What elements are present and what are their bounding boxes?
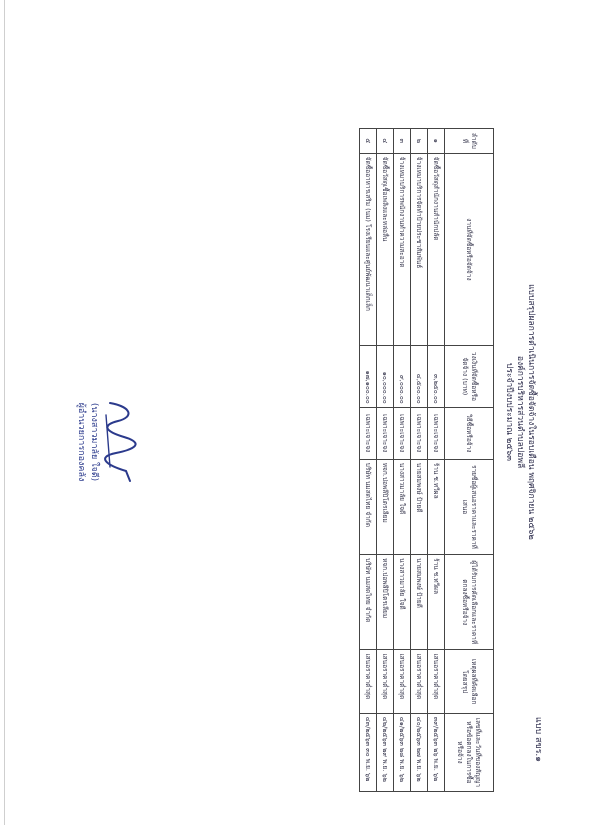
cell-contract: ๔๓/๒๕๖๓ ๓๐ พ.ย. ๖๒ [360, 713, 377, 791]
handwritten-signature [100, 397, 140, 487]
cell-item: จัดซื้อวัสดุเชื้อเพลิงและหล่อลื่น [377, 153, 394, 345]
cell-seq: ๕ [360, 129, 377, 154]
cell-method: เฉพาะเจาะจง [394, 407, 411, 459]
form-code: แบบ สขร.๑ [533, 716, 543, 762]
cell-selected: ร้าน ช.ทวีผล [428, 555, 445, 650]
cell-seq: ๔ [377, 129, 394, 154]
table-header-row [445, 129, 494, 792]
cell-contract: ๓๙/๒๕๖๓ ๒๖ พ.ย. ๖๒ [428, 713, 445, 791]
cell-bidders: ร้าน ช.ทวีผล [428, 459, 445, 554]
page-edge [4, 0, 5, 825]
table-row [428, 129, 445, 792]
cell-item: จัดซื้ออาหารเสริม (นม) โรงเรียนและศูนย์พัฒนาเด็กเล็ก [360, 153, 377, 345]
cell-bidders: หจก.ปอพลีปิโตรเลียม [377, 459, 394, 554]
cell-seq: ๒ [411, 129, 428, 154]
title-line-3: ประจำปีงบประมาณ ๒๕๖๓ [504, 363, 514, 461]
signatory-name: (นางสาวมาลัย ใจดี) [89, 402, 99, 482]
cell-selected: หจก.ปอพลีปิโตรเลียม [377, 555, 394, 650]
cell-reason: เสนอราคาต่ำสุด [428, 650, 445, 713]
cell-seq: ๑ [428, 129, 445, 154]
cell-contract: ๔๑/๒๕๖๓ ๒๘ พ.ย. ๖๒ [394, 713, 411, 791]
header-selected: ผู้ได้รับการคัดเลือกและราคาที่ตกลงซื้อหรือจ้าง [445, 555, 494, 650]
header-contract: เลขที่และวันที่ของสัญญาหรือข้อตกลงในการซื้อหรือจ้าง [445, 713, 494, 791]
header-method: วิธีซื้อหรือจ้าง [445, 407, 494, 459]
cell-selected: บริษัท นมสดไทย จำกัด [360, 555, 377, 650]
cell-budget: ๙,๐๐๐.๐๐ [394, 346, 411, 408]
rotated-document-sheet [30, 32, 570, 792]
cell-reason: เสนอราคาต่ำสุด [411, 650, 428, 713]
cell-bidders: นายสมพงษ์ ป้ายดี [411, 459, 428, 554]
header-reason: เหตุผลที่คัดเลือกโดยสรุป [445, 650, 494, 713]
title-line-1: แบบสรุปผลการดำเนินการจัดซื้อจัดจ้างในรอบเดือน พฤศจิกายน ๒๕๖๒ [526, 284, 536, 540]
cell-contract: ๔๒/๒๕๖๓ ๒๙ พ.ย. ๖๒ [377, 713, 394, 791]
cell-method: เฉพาะเจาะจง [411, 407, 428, 459]
cell-item: จัดซื้อวัสดุสำนักงานสำนักปลัด [428, 153, 445, 345]
cell-budget: ๑๐,๐๐๐.๐๐ [377, 346, 394, 408]
cell-selected: นายสมพงษ์ ป้ายดี [411, 555, 428, 650]
title-line-2: องค์การบริหารส่วนตำบลปอพลี [515, 355, 525, 469]
cell-method: เฉพาะเจาะจง [377, 407, 394, 459]
document-title-block [503, 32, 536, 792]
cell-method: เฉพาะเจาะจง [360, 407, 377, 459]
header-item: งานที่จัดซื้อหรือจัดจ้าง [445, 153, 494, 345]
cell-bidders: บริษัท นมสดไทย จำกัด [360, 459, 377, 554]
table-row [360, 129, 377, 792]
table-row [377, 129, 394, 792]
procurement-table [359, 128, 494, 792]
cell-item: จ้างเหมาบริการจัดทำป้ายประชาสัมพันธ์ [411, 153, 428, 345]
signature-block [74, 332, 140, 552]
cell-selected: นางสาวมาลัย ใจดี [394, 555, 411, 650]
cell-budget: ๑๗,๑๐๐.๐๐ [360, 346, 377, 408]
cell-contract: ๔๐/๒๕๖๓ ๒๗ พ.ย. ๖๒ [411, 713, 428, 791]
header-budget: วงเงินที่จัดซื้อหรือจัดจ้าง (บาท) [445, 346, 494, 408]
cell-budget: ๔,๕๐๐.๐๐ [411, 346, 428, 408]
signatory-title: ผู้อำนวยการกองคลัง [76, 402, 86, 482]
table-row [411, 129, 428, 792]
cell-budget: ๓,๒๕๐.๐๐ [428, 346, 445, 408]
header-bidders: รายชื่อผู้เสนอราคาและราคาที่เสนอ [445, 459, 494, 554]
cell-reason: เสนอราคาต่ำสุด [394, 650, 411, 713]
table-row [394, 129, 411, 792]
cell-item: จ้างเหมาบริการพนักงานทำความสะอาด [394, 153, 411, 345]
cell-seq: ๓ [394, 129, 411, 154]
cell-reason: เสนอราคาต่ำสุด [377, 650, 394, 713]
cell-bidders: นางสาวมาลัย ใจดี [394, 459, 411, 554]
header-seq: ลำดับที่ [445, 129, 494, 154]
cell-method: เฉพาะเจาะจง [428, 407, 445, 459]
cell-reason: เสนอราคาต่ำสุด [360, 650, 377, 713]
